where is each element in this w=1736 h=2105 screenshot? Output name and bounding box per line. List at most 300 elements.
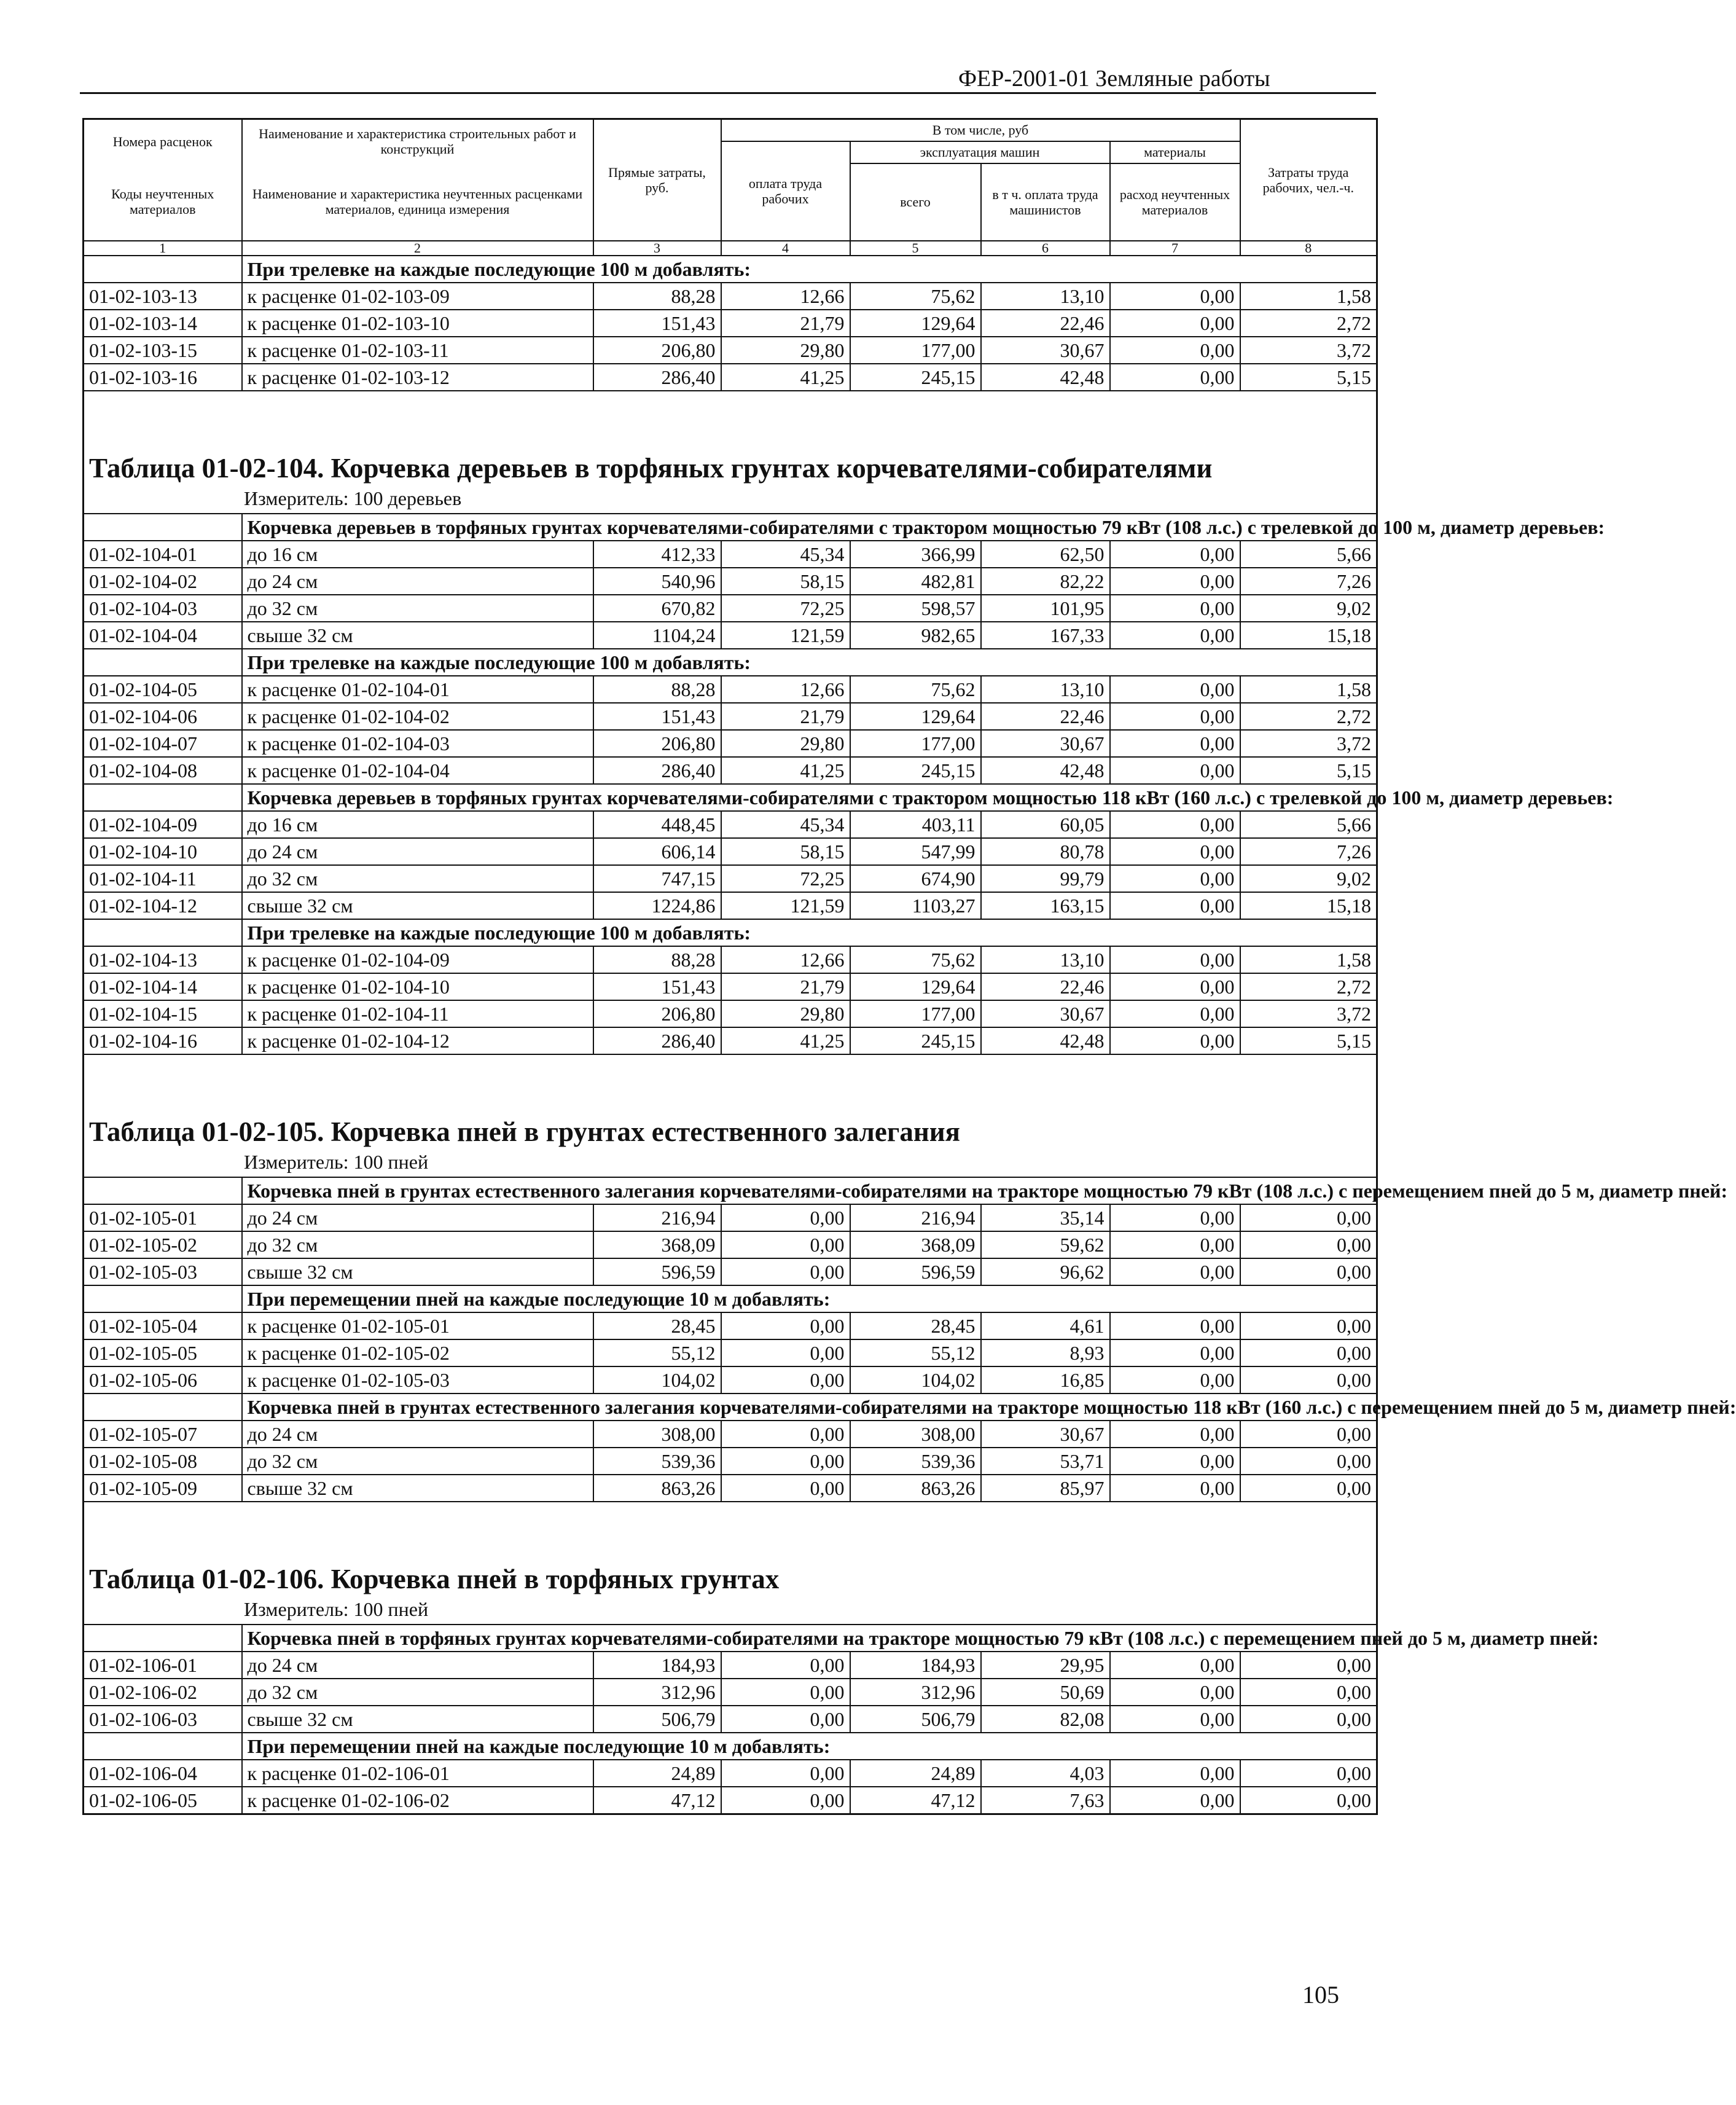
rate-description: до 32 см bbox=[242, 1231, 593, 1258]
table-row bbox=[84, 946, 1377, 973]
rate-description: к расценке 01-02-103-09 bbox=[242, 283, 593, 310]
header-work-name: Наименование и характеристика строительных работ и конструкций bbox=[242, 119, 593, 163]
labor-pay: 0,00 bbox=[721, 1475, 850, 1502]
direct-costs: 88,28 bbox=[593, 283, 721, 310]
section-header-row bbox=[84, 1625, 1377, 1652]
page-title: ФЕР-2001-01 Земляные работы bbox=[958, 66, 1270, 92]
column-index: 3 bbox=[593, 241, 721, 256]
direct-costs: 28,45 bbox=[593, 1312, 721, 1339]
machines-labor: 22,46 bbox=[981, 703, 1110, 730]
labor-pay: 29,80 bbox=[721, 1000, 850, 1027]
machines-labor: 30,67 bbox=[981, 1000, 1110, 1027]
labor-hours: 0,00 bbox=[1240, 1787, 1377, 1814]
materials-use: 0,00 bbox=[1110, 838, 1240, 865]
labor-hours: 0,00 bbox=[1240, 1231, 1377, 1258]
machines-total: 982,65 bbox=[850, 622, 981, 649]
rate-code: 01-02-106-02 bbox=[84, 1679, 242, 1706]
machines-labor: 60,05 bbox=[981, 811, 1110, 838]
rate-code: 01-02-104-01 bbox=[84, 541, 242, 568]
machines-labor: 167,33 bbox=[981, 622, 1110, 649]
direct-costs: 1104,24 bbox=[593, 622, 721, 649]
machines-labor: 59,62 bbox=[981, 1231, 1110, 1258]
rate-code: 01-02-105-02 bbox=[84, 1231, 242, 1258]
table-title-row bbox=[84, 410, 1377, 484]
rate-description: к расценке 01-02-104-04 bbox=[242, 757, 593, 784]
machines-total: 245,15 bbox=[850, 757, 981, 784]
direct-costs: 151,43 bbox=[593, 973, 721, 1000]
labor-pay: 0,00 bbox=[721, 1312, 850, 1339]
table-row bbox=[84, 676, 1377, 703]
materials-use: 0,00 bbox=[1110, 703, 1240, 730]
labor-hours: 5,15 bbox=[1240, 1027, 1377, 1054]
section-header: При трелевке на каждые последующие 100 м добавлять: bbox=[242, 919, 1377, 946]
table-row bbox=[84, 730, 1377, 757]
machines-total: 55,12 bbox=[850, 1339, 981, 1366]
machines-labor: 30,67 bbox=[981, 337, 1110, 364]
table-row bbox=[84, 1475, 1377, 1502]
rate-code: 01-02-104-16 bbox=[84, 1027, 242, 1054]
materials-use: 0,00 bbox=[1110, 865, 1240, 892]
machines-total: 129,64 bbox=[850, 973, 981, 1000]
table-row bbox=[84, 1204, 1377, 1231]
column-index: 1 bbox=[84, 241, 242, 256]
labor-hours: 2,72 bbox=[1240, 703, 1377, 730]
labor-hours: 0,00 bbox=[1240, 1706, 1377, 1733]
rate-code: 01-02-105-09 bbox=[84, 1475, 242, 1502]
rate-code: 01-02-105-04 bbox=[84, 1312, 242, 1339]
rate-code: 01-02-104-05 bbox=[84, 676, 242, 703]
machines-labor: 101,95 bbox=[981, 595, 1110, 622]
direct-costs: 539,36 bbox=[593, 1448, 721, 1475]
direct-costs: 368,09 bbox=[593, 1231, 721, 1258]
materials-use: 0,00 bbox=[1110, 568, 1240, 595]
rate-description: до 24 см bbox=[242, 1421, 593, 1448]
rate-code: 01-02-105-08 bbox=[84, 1448, 242, 1475]
section-header-row bbox=[84, 784, 1377, 811]
section-header: При трелевке на каждые последующие 100 м добавлять: bbox=[242, 256, 1377, 283]
materials-use: 0,00 bbox=[1110, 1787, 1240, 1814]
section-header-code-cell bbox=[84, 256, 242, 283]
machines-total: 245,15 bbox=[850, 364, 981, 391]
section-header-code-cell bbox=[84, 1625, 242, 1652]
table-header bbox=[84, 119, 1377, 256]
header-labor-costs: Затраты труда рабочих, чел.-ч. bbox=[1240, 119, 1377, 241]
machines-total: 245,15 bbox=[850, 1027, 981, 1054]
labor-pay: 0,00 bbox=[721, 1421, 850, 1448]
labor-pay: 0,00 bbox=[721, 1366, 850, 1394]
machines-total: 216,94 bbox=[850, 1204, 981, 1231]
section-header-row bbox=[84, 1733, 1377, 1760]
labor-hours: 3,72 bbox=[1240, 730, 1377, 757]
labor-pay: 0,00 bbox=[721, 1204, 850, 1231]
labor-pay: 45,34 bbox=[721, 541, 850, 568]
direct-costs: 286,40 bbox=[593, 757, 721, 784]
labor-pay: 0,00 bbox=[721, 1706, 850, 1733]
rate-code: 01-02-103-16 bbox=[84, 364, 242, 391]
machines-total: 75,62 bbox=[850, 946, 981, 973]
rate-description: к расценке 01-02-103-10 bbox=[242, 310, 593, 337]
header-material-codes: Коды неучтенных материалов bbox=[84, 163, 242, 241]
direct-costs: 747,15 bbox=[593, 865, 721, 892]
rate-description: свыше 32 см bbox=[242, 622, 593, 649]
direct-costs: 216,94 bbox=[593, 1204, 721, 1231]
direct-costs: 151,43 bbox=[593, 310, 721, 337]
direct-costs: 286,40 bbox=[593, 364, 721, 391]
labor-pay: 21,79 bbox=[721, 310, 850, 337]
machines-total: 403,11 bbox=[850, 811, 981, 838]
direct-costs: 206,80 bbox=[593, 730, 721, 757]
materials-use: 0,00 bbox=[1110, 337, 1240, 364]
machines-labor: 35,14 bbox=[981, 1204, 1110, 1231]
rate-description: до 32 см bbox=[242, 595, 593, 622]
labor-hours: 0,00 bbox=[1240, 1312, 1377, 1339]
section-header: Корчевка деревьев в торфяных грунтах корчевателями-собирателями с трактором мощностью 79 кВт (108 л.с.) с трелевкой до 100 м, диаметр деревьев: bbox=[242, 514, 1377, 541]
rate-code: 01-02-105-06 bbox=[84, 1366, 242, 1394]
direct-costs: 412,33 bbox=[593, 541, 721, 568]
direct-costs: 308,00 bbox=[593, 1421, 721, 1448]
rate-code: 01-02-106-04 bbox=[84, 1760, 242, 1787]
machines-total: 104,02 bbox=[850, 1366, 981, 1394]
spacer-row bbox=[84, 1502, 1377, 1521]
materials-use: 0,00 bbox=[1110, 1421, 1240, 1448]
rate-description: свыше 32 см bbox=[242, 1258, 593, 1285]
direct-costs: 47,12 bbox=[593, 1787, 721, 1814]
labor-pay: 58,15 bbox=[721, 568, 850, 595]
machines-labor: 163,15 bbox=[981, 892, 1110, 919]
machines-labor: 13,10 bbox=[981, 946, 1110, 973]
section-header-code-cell bbox=[84, 784, 242, 811]
labor-pay: 0,00 bbox=[721, 1787, 850, 1814]
rate-code: 01-02-104-02 bbox=[84, 568, 242, 595]
machines-total: 596,59 bbox=[850, 1258, 981, 1285]
machines-total: 674,90 bbox=[850, 865, 981, 892]
labor-hours: 1,58 bbox=[1240, 283, 1377, 310]
machines-labor: 62,50 bbox=[981, 541, 1110, 568]
machines-total: 539,36 bbox=[850, 1448, 981, 1475]
rate-code: 01-02-105-07 bbox=[84, 1421, 242, 1448]
labor-pay: 0,00 bbox=[721, 1258, 850, 1285]
materials-use: 0,00 bbox=[1110, 1231, 1240, 1258]
machines-labor: 42,48 bbox=[981, 364, 1110, 391]
table-row bbox=[84, 364, 1377, 391]
rate-description: к расценке 01-02-104-03 bbox=[242, 730, 593, 757]
table-row bbox=[84, 1339, 1377, 1366]
rate-description: к расценке 01-02-104-12 bbox=[242, 1027, 593, 1054]
labor-pay: 0,00 bbox=[721, 1339, 850, 1366]
section-header: При трелевке на каждые последующие 100 м добавлять: bbox=[242, 649, 1377, 676]
column-index: 7 bbox=[1110, 241, 1240, 256]
machines-total: 177,00 bbox=[850, 730, 981, 757]
labor-hours: 2,72 bbox=[1240, 310, 1377, 337]
direct-costs: 286,40 bbox=[593, 1027, 721, 1054]
rate-code: 01-02-104-11 bbox=[84, 865, 242, 892]
labor-pay: 45,34 bbox=[721, 811, 850, 838]
labor-pay: 41,25 bbox=[721, 757, 850, 784]
rate-code: 01-02-104-07 bbox=[84, 730, 242, 757]
section-header: При перемещении пней на каждые последующие 10 м добавлять: bbox=[242, 1285, 1377, 1312]
labor-hours: 15,18 bbox=[1240, 622, 1377, 649]
rate-code: 01-02-104-10 bbox=[84, 838, 242, 865]
rate-code: 01-02-104-06 bbox=[84, 703, 242, 730]
direct-costs: 88,28 bbox=[593, 946, 721, 973]
machines-labor: 42,48 bbox=[981, 1027, 1110, 1054]
materials-use: 0,00 bbox=[1110, 892, 1240, 919]
labor-pay: 12,66 bbox=[721, 283, 850, 310]
rate-code: 01-02-104-03 bbox=[84, 595, 242, 622]
materials-use: 0,00 bbox=[1110, 364, 1240, 391]
table-row bbox=[84, 1027, 1377, 1054]
table-row bbox=[84, 811, 1377, 838]
table-title-row bbox=[84, 1521, 1377, 1594]
rate-code: 01-02-105-05 bbox=[84, 1339, 242, 1366]
rate-code: 01-02-104-13 bbox=[84, 946, 242, 973]
labor-hours: 5,15 bbox=[1240, 757, 1377, 784]
machines-labor: 80,78 bbox=[981, 838, 1110, 865]
rate-code: 01-02-106-05 bbox=[84, 1787, 242, 1814]
labor-pay: 12,66 bbox=[721, 946, 850, 973]
header-materials-use: расход неучтенных материалов bbox=[1110, 163, 1240, 241]
rate-code: 01-02-105-01 bbox=[84, 1204, 242, 1231]
header-rate-numbers: Номера расценок bbox=[84, 119, 242, 163]
column-index-row bbox=[84, 241, 1377, 256]
materials-use: 0,00 bbox=[1110, 1475, 1240, 1502]
labor-pay: 21,79 bbox=[721, 973, 850, 1000]
rate-description: свыше 32 см bbox=[242, 1706, 593, 1733]
machines-labor: 82,22 bbox=[981, 568, 1110, 595]
rate-description: до 16 см bbox=[242, 541, 593, 568]
rate-description: к расценке 01-02-104-09 bbox=[242, 946, 593, 973]
materials-use: 0,00 bbox=[1110, 1652, 1240, 1679]
machines-labor: 4,03 bbox=[981, 1760, 1110, 1787]
section-header-code-cell bbox=[84, 1285, 242, 1312]
machines-total: 177,00 bbox=[850, 1000, 981, 1027]
measure-row bbox=[84, 1147, 1377, 1177]
measure-unit: Измеритель: 100 пней bbox=[84, 1147, 1377, 1177]
labor-hours: 15,18 bbox=[1240, 892, 1377, 919]
labor-hours: 0,00 bbox=[1240, 1760, 1377, 1787]
machines-total: 47,12 bbox=[850, 1787, 981, 1814]
header-machines-labor: в т ч. оплата труда машинистов bbox=[981, 163, 1110, 241]
materials-use: 0,00 bbox=[1110, 1027, 1240, 1054]
machines-labor: 13,10 bbox=[981, 283, 1110, 310]
table-row bbox=[84, 1679, 1377, 1706]
labor-hours: 0,00 bbox=[1240, 1204, 1377, 1231]
table-row bbox=[84, 1706, 1377, 1733]
rate-description: к расценке 01-02-104-01 bbox=[242, 676, 593, 703]
labor-hours: 3,72 bbox=[1240, 337, 1377, 364]
column-index: 8 bbox=[1240, 241, 1377, 256]
direct-costs: 506,79 bbox=[593, 1706, 721, 1733]
machines-total: 482,81 bbox=[850, 568, 981, 595]
rate-code: 01-02-106-01 bbox=[84, 1652, 242, 1679]
table-row bbox=[84, 283, 1377, 310]
measure-unit: Измеритель: 100 пней bbox=[84, 1594, 1377, 1625]
table-row bbox=[84, 622, 1377, 649]
table-title: Таблица 01-02-106. Корчевка пней в торфяных грунтах bbox=[89, 1563, 780, 1594]
rate-description: к расценке 01-02-105-03 bbox=[242, 1366, 593, 1394]
labor-hours: 0,00 bbox=[1240, 1679, 1377, 1706]
labor-hours: 7,26 bbox=[1240, 838, 1377, 865]
materials-use: 0,00 bbox=[1110, 622, 1240, 649]
section-header: Корчевка деревьев в торфяных грунтах корчевателями-собирателями с трактором мощностью 118 кВт (160 л.с.) с трелевкой до 100 м, диаметр деревьев: bbox=[242, 784, 1377, 811]
column-index: 5 bbox=[850, 241, 981, 256]
rate-code: 01-02-105-03 bbox=[84, 1258, 242, 1285]
machines-labor: 85,97 bbox=[981, 1475, 1110, 1502]
rate-code: 01-02-103-15 bbox=[84, 337, 242, 364]
machines-labor: 53,71 bbox=[981, 1448, 1110, 1475]
labor-pay: 29,80 bbox=[721, 337, 850, 364]
direct-costs: 24,89 bbox=[593, 1760, 721, 1787]
materials-use: 0,00 bbox=[1110, 541, 1240, 568]
labor-hours: 9,02 bbox=[1240, 865, 1377, 892]
machines-total: 368,09 bbox=[850, 1231, 981, 1258]
section-header-code-cell bbox=[84, 1394, 242, 1421]
labor-hours: 0,00 bbox=[1240, 1421, 1377, 1448]
spacer-row bbox=[84, 391, 1377, 410]
table-title: Таблица 01-02-105. Корчевка пней в грунтах естественного залегания bbox=[89, 1116, 961, 1147]
rate-description: до 32 см bbox=[242, 1448, 593, 1475]
machines-total: 1103,27 bbox=[850, 892, 981, 919]
direct-costs: 151,43 bbox=[593, 703, 721, 730]
materials-use: 0,00 bbox=[1110, 730, 1240, 757]
section-header-row bbox=[84, 919, 1377, 946]
table-row bbox=[84, 865, 1377, 892]
machines-labor: 50,69 bbox=[981, 1679, 1110, 1706]
section-header-code-cell bbox=[84, 514, 242, 541]
rate-description: к расценке 01-02-104-11 bbox=[242, 1000, 593, 1027]
labor-pay: 121,59 bbox=[721, 622, 850, 649]
rate-description: к расценке 01-02-105-02 bbox=[242, 1339, 593, 1366]
column-index: 2 bbox=[242, 241, 593, 256]
machines-labor: 8,93 bbox=[981, 1339, 1110, 1366]
table-row bbox=[84, 337, 1377, 364]
table-row bbox=[84, 1312, 1377, 1339]
rate-code: 01-02-106-03 bbox=[84, 1706, 242, 1733]
materials-use: 0,00 bbox=[1110, 811, 1240, 838]
spacer-cell bbox=[84, 1054, 1377, 1073]
section-header: Корчевка пней в грунтах естественного залегания корчевателями-собирателями на тракторе мощностью 79 кВт (108 л.с.) с перемещением пней до 5 м, диаметр пней: bbox=[242, 1177, 1377, 1204]
labor-pay: 41,25 bbox=[721, 364, 850, 391]
spacer-row bbox=[84, 1054, 1377, 1073]
table-row bbox=[84, 1366, 1377, 1394]
labor-pay: 21,79 bbox=[721, 703, 850, 730]
machines-labor: 30,67 bbox=[981, 1421, 1110, 1448]
rate-code: 01-02-103-14 bbox=[84, 310, 242, 337]
rate-code: 01-02-104-09 bbox=[84, 811, 242, 838]
direct-costs: 104,02 bbox=[593, 1366, 721, 1394]
materials-use: 0,00 bbox=[1110, 757, 1240, 784]
machines-labor: 22,46 bbox=[981, 973, 1110, 1000]
table-row bbox=[84, 1787, 1377, 1814]
labor-pay: 0,00 bbox=[721, 1448, 850, 1475]
rate-description: до 24 см bbox=[242, 568, 593, 595]
rate-description: к расценке 01-02-104-02 bbox=[242, 703, 593, 730]
header-machines: эксплуатация машин bbox=[850, 141, 1110, 163]
rate-description: свыше 32 см bbox=[242, 1475, 593, 1502]
materials-use: 0,00 bbox=[1110, 1000, 1240, 1027]
section-header-code-cell bbox=[84, 649, 242, 676]
labor-hours: 0,00 bbox=[1240, 1448, 1377, 1475]
table-row bbox=[84, 310, 1377, 337]
section-header-row bbox=[84, 256, 1377, 283]
direct-costs: 312,96 bbox=[593, 1679, 721, 1706]
spacer-cell bbox=[84, 1502, 1377, 1521]
materials-use: 0,00 bbox=[1110, 283, 1240, 310]
direct-costs: 670,82 bbox=[593, 595, 721, 622]
machines-total: 75,62 bbox=[850, 676, 981, 703]
table-row bbox=[84, 1421, 1377, 1448]
table-body bbox=[84, 256, 1736, 1814]
table-row bbox=[84, 1258, 1377, 1285]
table-row bbox=[84, 973, 1377, 1000]
labor-pay: 72,25 bbox=[721, 595, 850, 622]
section-header-row bbox=[84, 514, 1377, 541]
header-direct-costs: Прямые затраты, руб. bbox=[593, 119, 721, 241]
labor-pay: 0,00 bbox=[721, 1679, 850, 1706]
direct-costs: 206,80 bbox=[593, 1000, 721, 1027]
labor-pay: 58,15 bbox=[721, 838, 850, 865]
labor-hours: 0,00 bbox=[1240, 1366, 1377, 1394]
machines-labor: 22,46 bbox=[981, 310, 1110, 337]
materials-use: 0,00 bbox=[1110, 310, 1240, 337]
labor-hours: 0,00 bbox=[1240, 1339, 1377, 1366]
machines-total: 28,45 bbox=[850, 1312, 981, 1339]
rate-description: до 24 см bbox=[242, 1652, 593, 1679]
labor-pay: 121,59 bbox=[721, 892, 850, 919]
rate-description: до 24 см bbox=[242, 1204, 593, 1231]
labor-hours: 0,00 bbox=[1240, 1258, 1377, 1285]
labor-pay: 0,00 bbox=[721, 1652, 850, 1679]
rate-description: до 16 см bbox=[242, 811, 593, 838]
machines-total: 129,64 bbox=[850, 703, 981, 730]
table-title: Таблица 01-02-104. Корчевка деревьев в торфяных грунтах корчевателями-собирателями bbox=[89, 452, 1213, 484]
labor-pay: 29,80 bbox=[721, 730, 850, 757]
section-header-code-cell bbox=[84, 919, 242, 946]
table-row bbox=[84, 757, 1377, 784]
materials-use: 0,00 bbox=[1110, 1448, 1240, 1475]
rate-description: до 32 см bbox=[242, 1679, 593, 1706]
section-header: Корчевка пней в грунтах естественного залегания корчевателями-собирателями на тракторе мощностью 118 кВт (160 л.с.) с перемещением пней до 5 м, диаметр пней: bbox=[242, 1394, 1377, 1421]
materials-use: 0,00 bbox=[1110, 1679, 1240, 1706]
rate-description: до 24 см bbox=[242, 838, 593, 865]
materials-use: 0,00 bbox=[1110, 1706, 1240, 1733]
labor-pay: 41,25 bbox=[721, 1027, 850, 1054]
machines-total: 129,64 bbox=[850, 310, 981, 337]
labor-hours: 0,00 bbox=[1240, 1475, 1377, 1502]
direct-costs: 596,59 bbox=[593, 1258, 721, 1285]
labor-hours: 1,58 bbox=[1240, 676, 1377, 703]
section-header-code-cell bbox=[84, 1733, 242, 1760]
header-machines-total: всего bbox=[850, 163, 981, 241]
machines-labor: 7,63 bbox=[981, 1787, 1110, 1814]
rate-code: 01-02-104-04 bbox=[84, 622, 242, 649]
machines-total: 547,99 bbox=[850, 838, 981, 865]
labor-hours: 1,58 bbox=[1240, 946, 1377, 973]
labor-hours: 5,66 bbox=[1240, 541, 1377, 568]
machines-labor: 4,61 bbox=[981, 1312, 1110, 1339]
section-header-code-cell bbox=[84, 1177, 242, 1204]
machines-labor: 42,48 bbox=[981, 757, 1110, 784]
machines-labor: 29,95 bbox=[981, 1652, 1110, 1679]
rate-description: к расценке 01-02-106-02 bbox=[242, 1787, 593, 1814]
header-including: В том числе, руб bbox=[721, 119, 1240, 141]
direct-costs: 88,28 bbox=[593, 676, 721, 703]
direct-costs: 206,80 bbox=[593, 337, 721, 364]
column-index: 4 bbox=[721, 241, 850, 256]
machines-total: 366,99 bbox=[850, 541, 981, 568]
materials-use: 0,00 bbox=[1110, 946, 1240, 973]
rate-description: до 32 см bbox=[242, 865, 593, 892]
